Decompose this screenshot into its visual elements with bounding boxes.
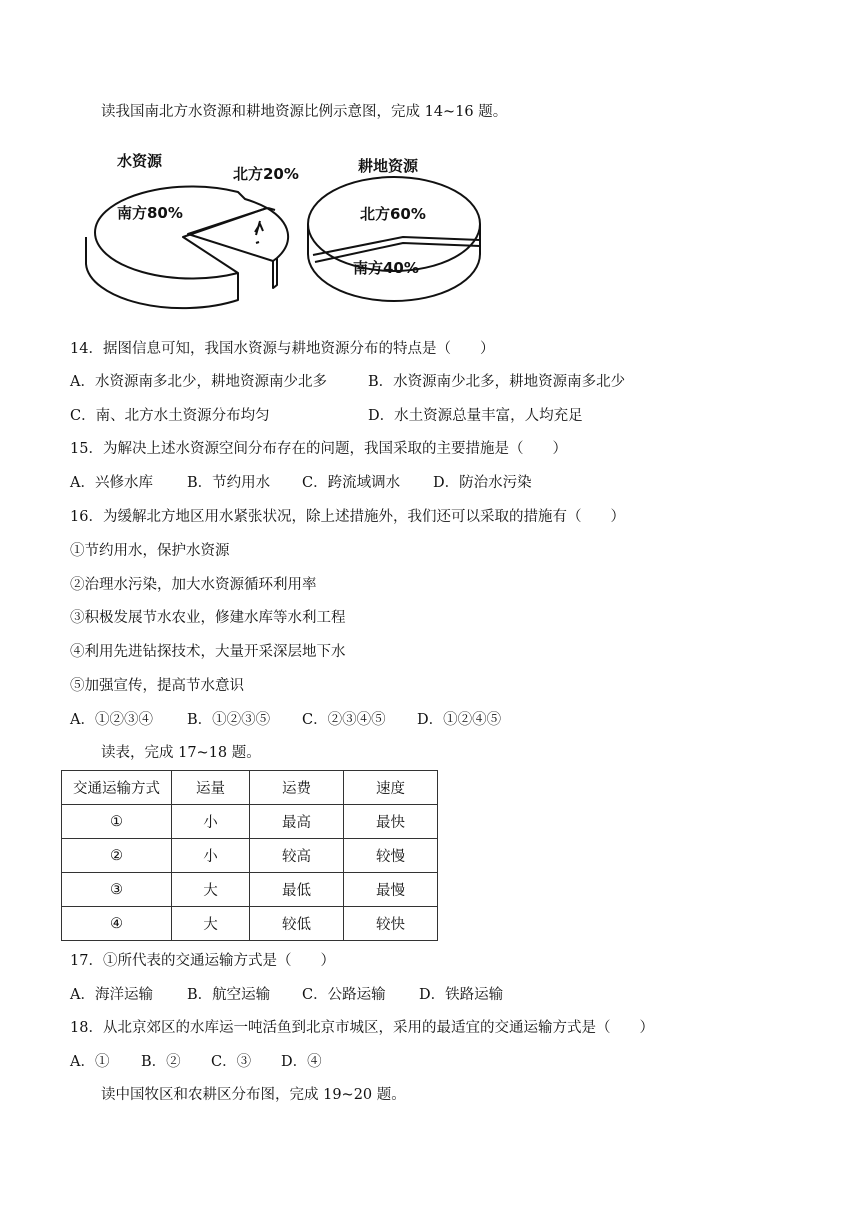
transport-table: [61, 770, 438, 941]
q18-option-c[interactable]: C．③: [211, 1054, 252, 1070]
table-cell: 最慢: [344, 873, 438, 907]
q16-item-5: ⑤加强宣传，提高节水意识: [70, 678, 244, 694]
q17-stem: 17．①所代表的交通运输方式是（ ）: [70, 953, 335, 969]
q16-option-c[interactable]: C．②③④⑤: [302, 712, 386, 728]
table-row: [62, 805, 438, 839]
water-pie-title: 水资源: [117, 152, 163, 170]
table-cell: 小: [172, 839, 250, 873]
q16-item-3: ③积极发展节水农业，修建水库等水利工程: [70, 610, 346, 626]
land-pie: [308, 177, 480, 301]
water-pie-arrow: [255, 221, 263, 235]
table-cell: 较高: [250, 839, 344, 873]
table-cell: 小: [172, 805, 250, 839]
q14-option-c[interactable]: C．南、北方水土资源分布均匀: [70, 408, 270, 424]
water-pie-arrowtail: [256, 242, 259, 243]
q15-option-b[interactable]: B．节约用水: [187, 475, 271, 491]
q18-stem: 18．从北京郊区的水库运一吨活鱼到北京市城区，采用的最适宜的交通运输方式是（ ）: [70, 1020, 654, 1036]
table-cell: 最低: [250, 873, 344, 907]
q16-option-b[interactable]: B．①②③⑤: [187, 712, 271, 728]
table-cell: 最快: [344, 805, 438, 839]
water-pie-south-slice: [95, 187, 267, 279]
table-row: [62, 873, 438, 907]
water-pie-south-label: 南方80%: [117, 204, 183, 222]
land-pie-title: 耕地资源: [358, 157, 419, 175]
q15-option-d[interactable]: D．防治水污染: [433, 475, 532, 491]
water-pie-wedge-side: [273, 258, 277, 288]
table-row: [62, 907, 438, 941]
q16-item-1: ①节约用水，保护水资源: [70, 543, 230, 559]
table-cell: ④: [62, 907, 172, 941]
table-cell: 大: [172, 873, 250, 907]
q15-option-c[interactable]: C．跨流域调水: [302, 475, 401, 491]
q16-stem: 16．为缓解北方地区用水紧张状况，除上述措施外，我们还可以采取的措施有（ ）: [70, 509, 625, 525]
water-pie-north-label: 北方20%: [233, 165, 299, 183]
q15-stem: 15．为解决上述水资源空间分布存在的问题，我国采取的主要措施是（ ）: [70, 441, 567, 457]
table-cell: 最高: [250, 805, 344, 839]
intro-17-18: 读表，完成 17~18 题。: [101, 745, 261, 761]
table-header-row: [62, 771, 438, 805]
table-cell: 较低: [250, 907, 344, 941]
table-cell: ①: [62, 805, 172, 839]
intro-14-16: 读我国南北方水资源和耕地资源比例示意图，完成 14~16 题。: [101, 104, 508, 120]
pie-charts-svg: [78, 142, 498, 322]
intro-19-20: 读中国牧区和农耕区分布图，完成 19~20 题。: [101, 1087, 406, 1103]
table-cell: 较快: [344, 907, 438, 941]
table-header-cell: 运量: [172, 771, 250, 805]
pie-charts-figure: [78, 142, 498, 322]
table-row: [62, 839, 438, 873]
q17-option-a[interactable]: A．海洋运输: [70, 987, 153, 1003]
table-header-cell: 运费: [250, 771, 344, 805]
table-cell: ②: [62, 839, 172, 873]
q17-option-c[interactable]: C．公路运输: [302, 987, 386, 1003]
q17-option-b[interactable]: B．航空运输: [187, 987, 271, 1003]
table-cell: 大: [172, 907, 250, 941]
table-header-cell: 交通运输方式: [62, 771, 172, 805]
q17-option-d[interactable]: D．铁路运输: [419, 987, 504, 1003]
q16-option-d[interactable]: D．①②④⑤: [417, 712, 502, 728]
q16-option-a[interactable]: A．①②③④: [70, 712, 153, 728]
q15-option-a[interactable]: A．兴修水库: [70, 475, 153, 491]
q18-option-a[interactable]: A．①: [70, 1054, 110, 1070]
q16-item-4: ④利用先进钻探技术，大量开采深层地下水: [70, 644, 346, 660]
table-header-cell: 速度: [344, 771, 438, 805]
q14-option-b[interactable]: B．水资源南少北多，耕地资源南多北少: [368, 374, 626, 390]
q18-option-d[interactable]: D．④: [281, 1054, 322, 1070]
table-cell: 较慢: [344, 839, 438, 873]
land-pie-south-label: 南方40%: [353, 259, 419, 277]
land-pie-north-label: 北方60%: [360, 205, 426, 223]
q14-option-d[interactable]: D．水土资源总量丰富，人均充足: [368, 408, 583, 424]
table-cell: ③: [62, 873, 172, 907]
land-pie-top: [308, 177, 480, 271]
q14-option-a[interactable]: A．水资源南多北少，耕地资源南少北多: [70, 374, 327, 390]
q16-item-2: ②治理水污染，加大水资源循环利用率: [70, 577, 317, 593]
q14-stem: 14．据图信息可知，我国水资源与耕地资源分布的特点是（ ）: [70, 341, 495, 357]
q18-option-b[interactable]: B．②: [141, 1054, 181, 1070]
